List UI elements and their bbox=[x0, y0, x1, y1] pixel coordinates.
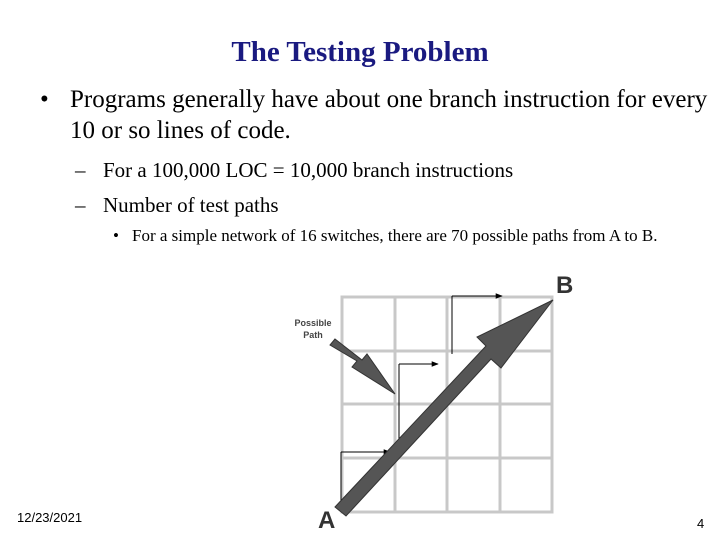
bullet-symbol: • bbox=[113, 226, 119, 245]
sub-sub-bullet-text: For a simple network of 16 switches, there are 70 possible paths from A to B. bbox=[132, 226, 658, 245]
switch-network-figure bbox=[280, 262, 590, 534]
bullet-symbol: • bbox=[40, 86, 49, 113]
sub-bullet-text: For a 100,000 LOC = 10,000 branch instructions bbox=[103, 158, 514, 182]
sub-bullet-text: Number of test paths bbox=[103, 193, 279, 217]
node-a-label: A bbox=[318, 507, 336, 534]
node-b-label: B bbox=[556, 272, 574, 299]
slide-title: The Testing Problem bbox=[231, 36, 489, 68]
page-number: 4 bbox=[697, 516, 705, 531]
dash-symbol: – bbox=[75, 193, 86, 217]
possible-path-label: Possible bbox=[294, 318, 332, 328]
bullet-text: Programs generally have about one branch instruction for every 10 or so lines of code. bbox=[70, 86, 708, 144]
dash-symbol: – bbox=[75, 158, 86, 182]
footer-date: 12/23/2021 bbox=[17, 510, 83, 525]
possible-path-label: Path bbox=[303, 330, 323, 340]
